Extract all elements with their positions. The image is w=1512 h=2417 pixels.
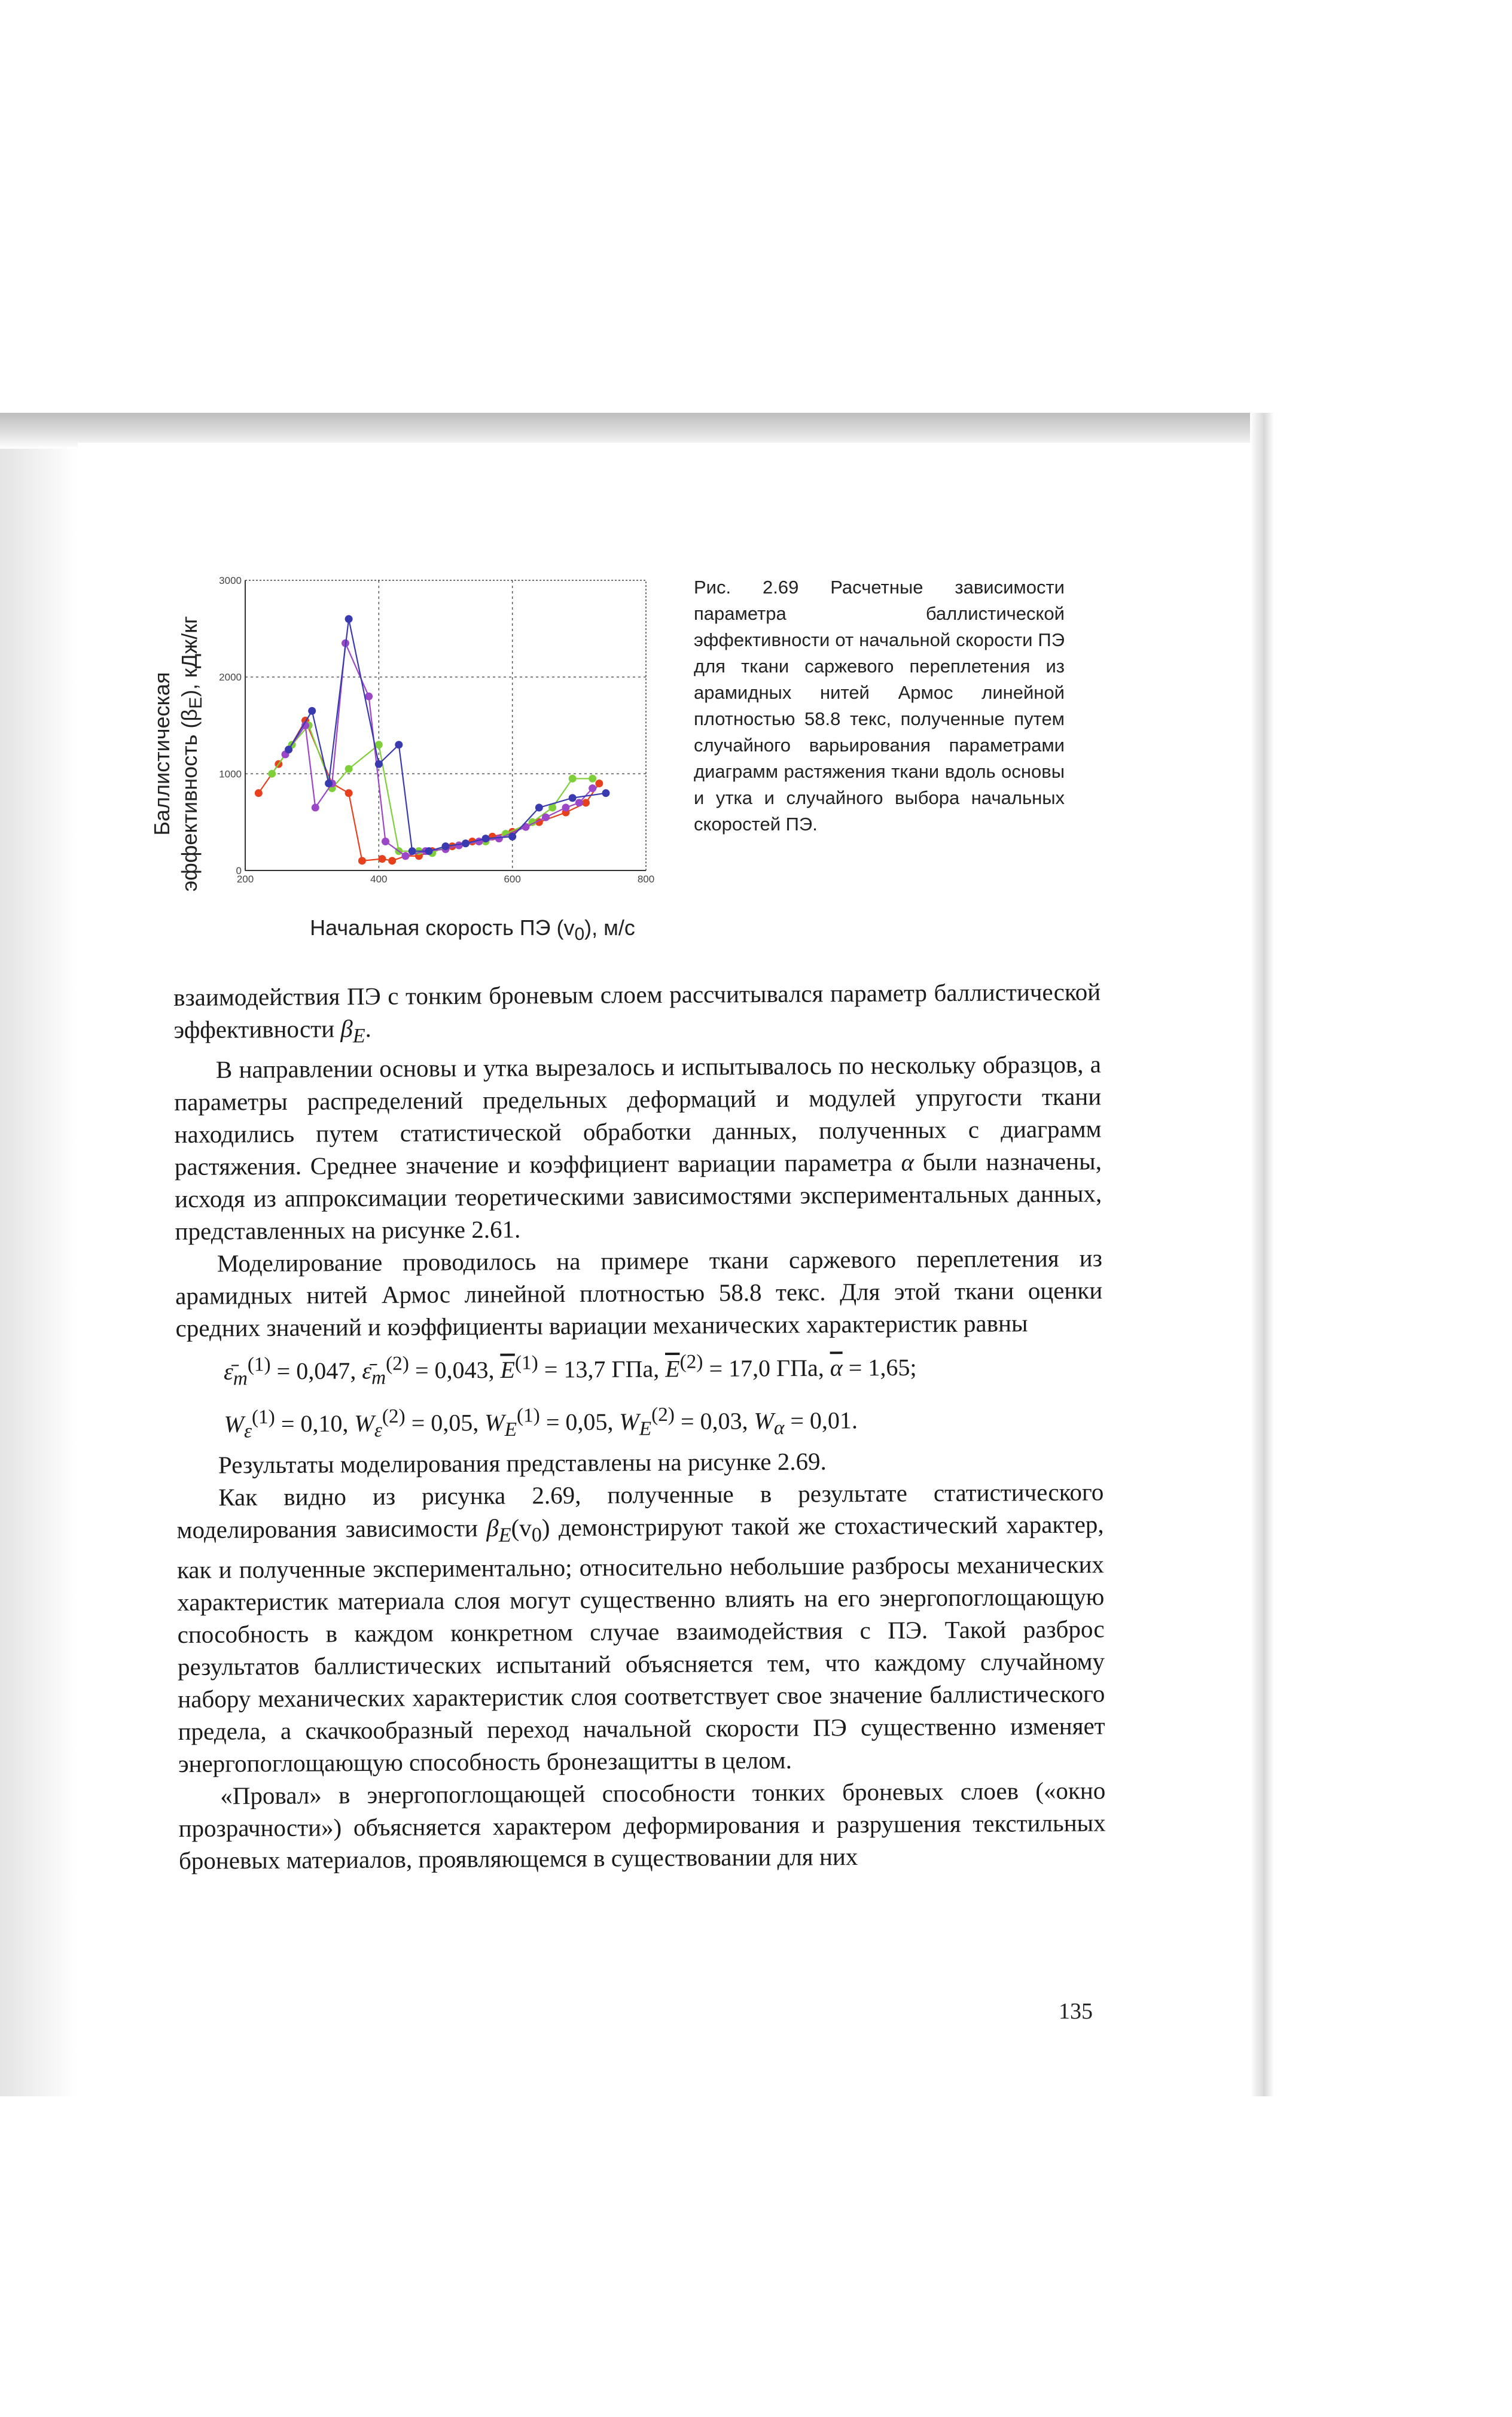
chart-xlabel xyxy=(263,915,682,945)
We2-value: = 0,05, xyxy=(411,1408,479,1436)
x-tick-label: 200 xyxy=(236,873,254,885)
ylabel-line2b: ), кДж/кг xyxy=(177,616,202,697)
series-point-1 xyxy=(595,780,603,787)
series-point-3 xyxy=(382,838,389,845)
paragraph-3: Моделирование проводилось на примере ткани саржевого переплетения из арамидных нитей Армос линейной плотностью 58.8 текс. Для этой ткани оценки средних значений и коэффициенты вариации механических характеристик равны xyxy=(175,1244,1103,1343)
p2-text-b: были назначены, исходя из аппроксимации теоретическими зависимостями экспериментальных данных, представленных на рисунке 2.61. xyxy=(175,1147,1102,1246)
series-point-4 xyxy=(442,842,450,850)
series-point-4 xyxy=(285,745,292,753)
series-point-4 xyxy=(569,794,577,802)
series-point-4 xyxy=(395,741,403,748)
facing-page-fragments xyxy=(78,1460,99,2417)
alpha-value: = 1,65; xyxy=(848,1353,917,1381)
We1-value: = 0,10, xyxy=(281,1410,349,1437)
scan-edge-right xyxy=(1250,413,1274,2096)
p5-func-arg-sub: 0 xyxy=(531,1524,542,1547)
p5-text-b: демонстрируют такой же стохастический характер, как и полученные экспериментально; относительно небольшие разбросы механических характеристик материала слоя могут существенно влиять на его энергопоглощающую способность в каждом конкретном случае взаимодействия с ПЭ. Такой разброс результатов баллистических испытаний объясняется тем, что каждому случайному набору механических характеристик слоя соответствует свое значение баллистического предела, а скачкообразный переход начальной скорости ПЭ существенно изменяет энергопоглощающую способность бронезащитты в целом. xyxy=(176,1510,1105,1778)
series-point-2 xyxy=(569,775,577,783)
p5-func-sub: E xyxy=(498,1524,511,1547)
series-point-2 xyxy=(345,765,353,773)
p1-text: взаимодействия ПЭ с тонким броневым слоем рассчитывался параметр баллистической эффективности xyxy=(173,978,1101,1043)
p5-text-a: Как видно из рисунка 2.69, полученные в результате статистического моделирования зависимости xyxy=(176,1478,1104,1544)
series-point-1 xyxy=(345,789,353,797)
series-point-4 xyxy=(375,760,383,768)
series-point-2 xyxy=(375,741,383,748)
paragraph-6: «Провал» в энергопоглощающей способности тонких броневых слоев («окно прозрачности») объясняется характером деформирования и разрушения текстильных броневых материалов, проявляющемся в существовании для них xyxy=(178,1776,1106,1875)
gutter-shadow xyxy=(0,413,78,2096)
series-point-4 xyxy=(345,615,353,623)
page-number: 135 xyxy=(1059,1999,1093,2024)
series-point-3 xyxy=(312,803,319,811)
x-tick-label: 400 xyxy=(370,873,388,885)
xlabel-sub: 0 xyxy=(574,924,585,945)
y-tick-label: 2000 xyxy=(219,671,242,683)
chart-ylabel xyxy=(148,598,220,909)
series-point-2 xyxy=(589,775,596,783)
E1-value: = 13,7 ГПа, xyxy=(544,1355,660,1383)
series-line-3 xyxy=(285,643,593,856)
paragraph-2 xyxy=(174,1048,1102,1247)
p5-func: β xyxy=(486,1514,499,1542)
series-point-4 xyxy=(482,835,490,842)
series-point-3 xyxy=(365,693,373,701)
y-tick-label: 3000 xyxy=(219,575,242,586)
paragraph-5 xyxy=(176,1475,1105,1780)
beta-symbol: β xyxy=(340,1015,353,1043)
series-point-3 xyxy=(575,799,583,806)
p5-func-close: ) xyxy=(541,1514,550,1542)
y-tick-label: 0 xyxy=(236,865,242,876)
WE2-value: = 0,03, xyxy=(680,1407,748,1435)
series-point-1 xyxy=(582,799,590,806)
series-point-4 xyxy=(462,839,470,847)
ylabel-line2a: эффективность (β xyxy=(177,708,202,892)
Wa-value: = 0,01. xyxy=(790,1406,858,1434)
x-tick-label: 800 xyxy=(637,873,655,885)
formula-line-2: $W_\varepsilon^{(1)} = 0,10$, $W_\varepsilon^{(2)} = 0,05$, $W_E^{(1)} = 0,05$, $W_E^{(2)} = 0,03$, $W_\alpha = 0,01$. xyxy=(224,1403,858,1442)
xlabel-tail: ), м/с xyxy=(584,915,635,940)
series-point-4 xyxy=(602,789,610,797)
series-point-4 xyxy=(508,833,516,841)
beta-sub: E xyxy=(352,1025,365,1048)
WE1-value: = 0,05, xyxy=(545,1408,614,1436)
figure-caption: Рис. 2.69 Расчетные зависимости параметра баллистической эффективности от начальной скорости ПЭ для ткани саржевого переплетения из арамидных нитей Армос линейной плотностью 58.8 текс, полученные путем случайного варьирования параметрами диаграмм растяжения ткани вдоль основы и утка и случайного выбора начальных скоростей ПЭ. xyxy=(694,577,1065,835)
x-tick-label: 600 xyxy=(504,873,521,885)
series-point-1 xyxy=(388,857,396,864)
p1-end: . xyxy=(365,1014,371,1043)
series-line-1 xyxy=(258,720,599,860)
alpha-symbol: α xyxy=(901,1148,914,1176)
series-point-3 xyxy=(542,814,550,821)
series-point-3 xyxy=(495,835,503,842)
eps2-value: = 0,043, xyxy=(414,1356,495,1384)
ylabel-line1: Баллистическая xyxy=(150,672,174,836)
series-point-4 xyxy=(409,847,416,855)
eps1-value: = 0,047, xyxy=(276,1357,356,1385)
body-text xyxy=(173,976,1106,1877)
series-point-4 xyxy=(308,707,316,715)
formula-line-1: $\varepsilon̄_m^{(1)} = 0,047$, $\varepsilon̄_m^{(2)} = 0,043$, $\overline{E}^{(1)} = 13,7$ ГПа, $\overline{E}^{(2)} = 17,0$ ГПа, $\overline{\alpha} = 1,65$; xyxy=(223,1350,917,1390)
paragraph-4: Результаты моделирования представлены на рисунке 2.69. xyxy=(218,1447,827,1479)
series-point-4 xyxy=(325,780,333,787)
chart xyxy=(150,562,688,933)
ylabel-sub: Е xyxy=(186,696,206,709)
series-point-4 xyxy=(535,803,543,811)
series-point-1 xyxy=(255,789,263,797)
series-point-4 xyxy=(425,847,433,855)
series-point-2 xyxy=(268,770,276,778)
series-point-3 xyxy=(562,803,570,811)
p2-text-a: В направлении основы и утка вырезалось и испытывалось по нескольку образцов, а параметры распределений предельных деформаций и модулей упругости ткани находились путем статистической обработки данных, полученных с диаграмм растяжения. Среднее значение и коэффициент вариации параметра xyxy=(174,1050,1102,1181)
series-point-3 xyxy=(589,784,596,792)
y-tick-label: 1000 xyxy=(219,768,242,780)
p5-func-arg: (v xyxy=(511,1514,532,1542)
series-point-1 xyxy=(378,855,386,863)
xlabel-main: Начальная скорость ПЭ (v xyxy=(310,915,575,940)
paragraph-1 xyxy=(173,976,1101,1054)
E2-value: = 17,0 ГПа, xyxy=(709,1354,824,1383)
series-point-1 xyxy=(358,857,366,864)
series-point-3 xyxy=(402,852,410,860)
